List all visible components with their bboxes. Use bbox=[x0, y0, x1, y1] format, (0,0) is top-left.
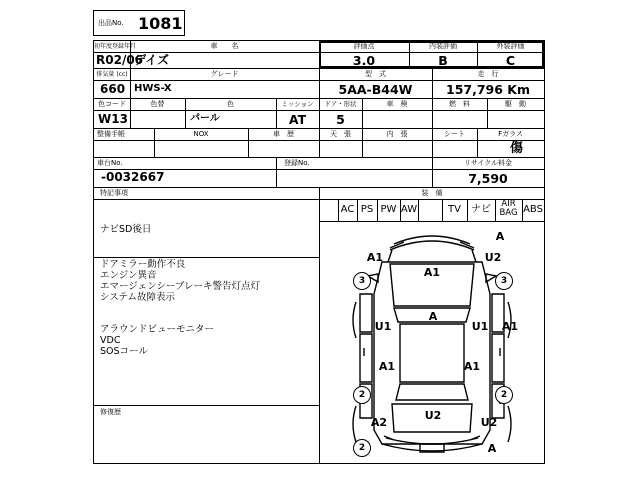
tire-front-left: 3 bbox=[353, 272, 371, 290]
damage-trunk: U2 bbox=[424, 409, 442, 422]
lot-number: 1081 bbox=[138, 14, 183, 33]
drive-header: 駆 動 bbox=[505, 100, 526, 108]
model-header: 型 式 bbox=[365, 70, 386, 78]
recycle-value: 7,590 bbox=[468, 171, 508, 186]
color-header: 色 bbox=[227, 100, 234, 108]
exterior-value: C bbox=[505, 53, 516, 68]
lot-box bbox=[93, 10, 185, 36]
chassis-header: 車台No. bbox=[97, 159, 123, 167]
equip-abs: ABS bbox=[523, 204, 543, 215]
remark-line: ドアミラー動作不良 bbox=[100, 259, 186, 270]
interior-value: B bbox=[438, 53, 448, 68]
doors-header: ドア・形状 bbox=[324, 100, 357, 108]
displacement-value: 660 bbox=[100, 82, 126, 96]
mileage-value: 157,796 Km bbox=[446, 82, 530, 97]
displacement-header: 排気量 (cc) bbox=[96, 71, 128, 78]
remark-line: アラウンドビューモニター bbox=[100, 324, 215, 335]
score-header: 評価点 bbox=[353, 42, 375, 50]
damage-roof: A bbox=[428, 310, 438, 323]
equip-pw: PW bbox=[380, 204, 397, 215]
mission-value: AT bbox=[288, 112, 307, 127]
tire-front-right: 3 bbox=[495, 272, 513, 290]
chassis-value: -0032667 bbox=[101, 170, 165, 184]
remark-line: システム故障表示 bbox=[100, 292, 176, 303]
remark-line: SOSコール bbox=[100, 346, 148, 357]
car-damage-diagram bbox=[320, 222, 544, 463]
equip-navi: ナビ bbox=[471, 204, 491, 215]
mileage-header: 走 行 bbox=[477, 70, 499, 78]
interior-header: 内装評価 bbox=[429, 42, 457, 50]
score-value: 3.0 bbox=[352, 53, 376, 68]
damage-hood: A1 bbox=[423, 266, 441, 279]
tire-rear-right: 2 bbox=[495, 386, 513, 404]
recycle-header: リサイクル料金 bbox=[463, 159, 513, 167]
equip-aw: AW bbox=[400, 204, 418, 215]
interior-trim-header: 内 張 bbox=[386, 130, 408, 138]
tire-rear-left: 2 bbox=[353, 386, 371, 404]
damage-rear: A bbox=[487, 442, 497, 455]
model-value: 5AA-B44W bbox=[338, 82, 413, 97]
seat-header: シート bbox=[444, 130, 465, 138]
remark-line: エマージェンシーブレーキ警告灯点灯 bbox=[100, 281, 261, 292]
exterior-header: 外装評価 bbox=[496, 42, 525, 50]
damage-front: A bbox=[495, 230, 505, 243]
maintenance-header: 整備手帳 bbox=[97, 130, 125, 138]
remark-navi: ナビSD後日 bbox=[100, 224, 152, 235]
damage-right-rear-door: A1 bbox=[463, 360, 481, 373]
sunroof-header: 天 張 bbox=[330, 130, 351, 138]
equip-ps: PS bbox=[360, 204, 374, 215]
grade-header: グレード bbox=[210, 70, 239, 78]
inspection-sheet bbox=[93, 40, 545, 464]
remark-line: VDC bbox=[100, 335, 121, 346]
equip-tv: TV bbox=[448, 204, 461, 215]
mission-header: ミッション bbox=[281, 100, 314, 108]
inspection-header: 車 検 bbox=[386, 100, 408, 108]
damage-left-front-door: U1 bbox=[374, 320, 392, 333]
damage-front-left: A1 bbox=[366, 251, 384, 264]
doors-value: 5 bbox=[336, 112, 345, 127]
first-reg-value: R02/06 bbox=[96, 53, 144, 67]
grade-value: HWS-X bbox=[134, 83, 172, 94]
damage-right-front-door: U1 bbox=[471, 320, 489, 333]
damage-rear-left: A2 bbox=[370, 416, 388, 429]
reg-no-header: 登録No. bbox=[284, 159, 310, 167]
color-code-value: W13 bbox=[98, 112, 128, 126]
equip-ac: AC bbox=[340, 204, 355, 215]
damage-left-rear-door: A1 bbox=[378, 360, 396, 373]
remark-line: エンジン異音 bbox=[100, 270, 157, 281]
fuel-header: 燃 料 bbox=[449, 100, 470, 108]
nox-header: NOX bbox=[193, 130, 209, 138]
equipment-header: 装 備 bbox=[421, 189, 443, 197]
history-header: 車 歴 bbox=[273, 130, 294, 138]
color-code-header: 色コード bbox=[98, 100, 126, 108]
color-value: パール bbox=[190, 113, 220, 124]
glass-value: 傷 bbox=[509, 141, 523, 156]
spare-tire: 2 bbox=[353, 439, 371, 457]
damage-rear-right: U2 bbox=[480, 416, 498, 429]
repair-header: 修復歴 bbox=[100, 408, 121, 416]
remarks-header: 特記事項 bbox=[100, 189, 128, 197]
lot-label: 出品No. bbox=[98, 19, 124, 27]
first-reg-header: 初年度登録年月 bbox=[94, 43, 137, 50]
car-name-header: 車 名 bbox=[210, 42, 239, 50]
equip-airbag: AIR BAG bbox=[499, 199, 518, 218]
car-name-value: デイズ bbox=[134, 53, 170, 67]
damage-front-right: U2 bbox=[484, 251, 502, 264]
damage-right-fender: A1 bbox=[501, 320, 519, 333]
color-type-header: 色替 bbox=[150, 100, 165, 108]
glass-header: Fガラス bbox=[498, 130, 523, 138]
